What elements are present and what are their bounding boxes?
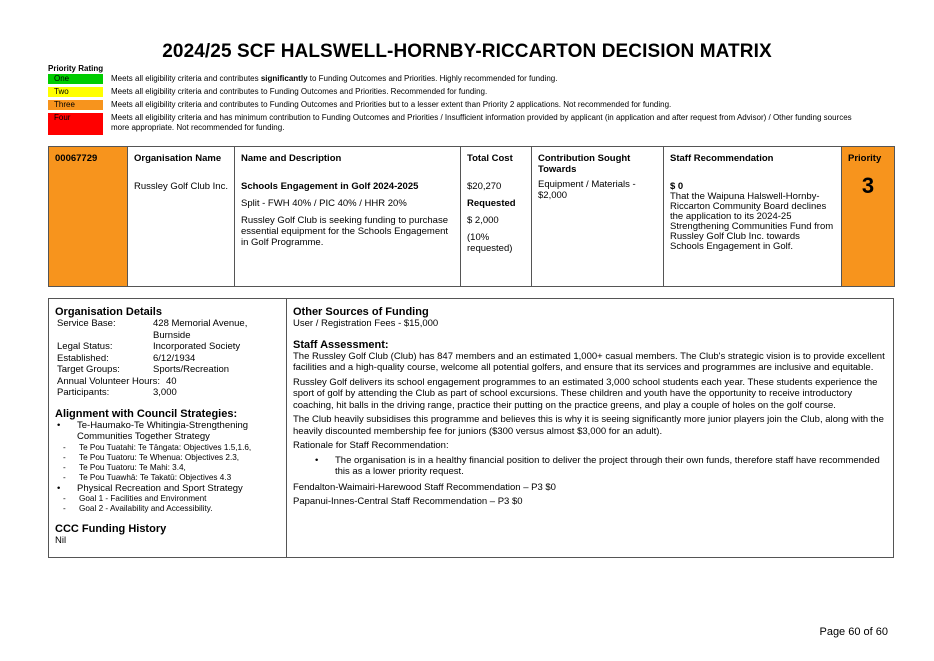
alignment-heading: Alignment with Council Strategies: <box>55 407 238 420</box>
priority-swatch-four: Four <box>48 113 103 135</box>
page-title: 2024/25 SCF HALSWELL-HORNBY-RICCARTON DECISION MATRIX <box>162 41 772 62</box>
alignment-sub-item: - Te Pou Tuatoru: Te Whenua: Objectives 2.3, <box>63 452 240 462</box>
other-sources-heading: Other Sources of Funding <box>293 306 429 318</box>
org-detail-established: Established: 6/12/1934 <box>57 352 196 364</box>
assessment-paragraph: The Russley Golf Club (Club) has 847 members and an estimated 1,000+ casual members. The Club's strategic vision is to provide excellent facilities and a high-quality course, welcome all potential golfers, and ensure that its services and programmes are inclusive and equitable. <box>293 350 885 373</box>
alignment-sub-item: - Te Pou Tuatahi: Te Tāngata: Objectives 1.5,1.6, <box>63 442 252 452</box>
funding-split: Split - FWH 40% / PIC 40% / HHR 20% <box>241 198 407 209</box>
alignment-sub-item: - Goal 2 - Availability and Accessibility. <box>63 504 213 513</box>
bullet-icon: • <box>315 454 319 466</box>
staff-recommendation-header: Staff Recommendation <box>670 153 774 164</box>
alignment-sub-item: - Te Pou Tuawhā: Te Takatū: Objectives 4.3 <box>63 472 232 482</box>
priority-rating-row-three <box>48 100 871 110</box>
contribution-value: Equipment / Materials - $2,000 <box>538 179 636 201</box>
assessment-paragraph: Russley Golf delivers its school engagement programmes to an estimated 3,000 school students each year. These students experience the sport of golf by attending the Club as part of school excursions. These children and youth have the opportunity to receive introductory coaching, hit balls in the driving range, practice their putting on the practice greens, and play a couple of holes on the golf course. <box>293 376 878 411</box>
contribution-header: Contribution Sought Towards <box>538 153 631 175</box>
alignment-item: • Te-Haumako-Te Whitingia-Strengthening Communities Together Strategy <box>57 419 249 442</box>
requested-amount: $ 2,000 <box>467 215 499 226</box>
priority-rating-row-two <box>48 87 871 97</box>
priority-text-four: Meets all eligibility criteria and has minimum contribution to Funding Outcomes and Priorities / Insufficient information provided by applicant (in application and after request from Advisor) / Other funding sources more appropriate. Not recommended for funding. <box>111 113 852 132</box>
other-sources-value: User / Registration Fees - $15,000 <box>293 318 439 329</box>
funding-history-heading: CCC Funding History <box>55 523 167 535</box>
priority-text-one: Meets all eligibility criteria and contributes significantly to Funding Outcomes and Priorities. Highly recommended for funding. <box>111 74 558 83</box>
organisation-column <box>49 299 287 557</box>
staff-recommendation-amount: $ 0 <box>670 181 684 192</box>
bullet-icon: • <box>57 419 61 431</box>
org-detail-target-groups: Target Groups: Sports/Recreation <box>57 364 230 375</box>
org-name: Russley Golf Club Inc. <box>134 181 228 192</box>
priority-swatch-three: Three <box>48 100 103 110</box>
page-number: Page 60 of 60 <box>819 626 888 638</box>
total-cost-header: Total Cost <box>467 153 513 164</box>
priority-text-two: Meets all eligibility criteria and contributes to Funding Outcomes and Priorities. Recommended for funding. <box>111 87 488 96</box>
project-name: Schools Engagement in Golf 2024-2025 <box>241 181 419 192</box>
funding-history-value: Nil <box>55 535 67 546</box>
org-details-heading: Organisation Details <box>55 306 162 318</box>
org-name-header: Organisation Name <box>134 153 222 164</box>
project-description: Russley Golf Club is seeking funding to purchase essential equipment for the Schools Engagement in Golf Programme. <box>241 215 449 248</box>
assessment-paragraph: The Club heavily subsidises this programme and believes this is why it is seeing significantly more junior players join the Club, along with the heavily discounted membership fee for juniors ($300 versus almost $3,000 for an adult). <box>293 414 884 437</box>
bullet-icon: • <box>57 482 61 494</box>
org-detail-volunteer-hours: Annual Volunteer Hours: 40 <box>57 375 177 387</box>
alignment-sub-item: - Goal 1 - Facilities and Environment <box>63 494 207 503</box>
priority-value: 3 <box>861 173 875 198</box>
ward-recommendation: Papanui-Innes-Central Staff Recommendation – P3 $0 <box>293 496 523 507</box>
org-detail-legal-status: Legal Status: Incorporated Society <box>57 341 241 352</box>
priority-swatch-two: Two <box>48 87 103 97</box>
priority-header: Priority <box>848 153 882 164</box>
ward-recommendation: Fendalton-Waimairi-Harewood Staff Recommendation – P3 $0 <box>293 481 556 493</box>
requested-percent: (10% requested) <box>467 232 513 254</box>
priority-text-three: Meets all eligibility criteria and contributes to Funding Outcomes and Priorities but to a lesser extent than Priority 2 applications. Not recommended for funding. <box>111 100 672 109</box>
total-cost-cell <box>461 147 532 287</box>
priority-rating-row-one <box>48 74 871 84</box>
org-detail-service-base: Service Base: 428 Memorial Avenue, Burnside <box>57 318 248 341</box>
org-detail-participants: Participants: 3,000 <box>57 387 177 398</box>
total-cost: $20,270 <box>467 181 502 192</box>
contribution-cell <box>532 147 664 287</box>
alignment-item: • Physical Recreation and Sport Strategy <box>57 482 243 494</box>
name-description-cell <box>235 147 461 287</box>
staff-assessment-heading: Staff Assessment: <box>293 338 389 351</box>
rationale-label: Rationale for Staff Recommendation: <box>293 440 449 451</box>
name-description-header: Name and Description <box>241 153 342 164</box>
assessment-column <box>287 299 893 557</box>
details-panel <box>48 298 894 558</box>
application-table <box>48 146 895 287</box>
application-id-cell <box>49 147 128 287</box>
alignment-sub-item: - Te Pou Tuatoru: Te Mahi: 3.4, <box>63 462 186 472</box>
staff-recommendation-text: That the Waipuna Halswell-Hornby-Riccarton Community Board declines the application to its 2024-25 Strengthening Communities Fund from Russley Golf Club Inc. towards Schools Engagement in Golf. <box>670 191 834 252</box>
priority-rating-heading: Priority Rating <box>48 64 104 73</box>
org-name-cell <box>128 147 235 287</box>
staff-recommendation-cell <box>664 147 842 287</box>
requested-label: Requested <box>467 198 516 209</box>
priority-rating-row-four <box>48 113 871 135</box>
priority-swatch-one: One <box>48 74 103 84</box>
application-id: 00067729 <box>55 153 98 164</box>
priority-cell <box>842 147 895 287</box>
rationale-bullet: • The organisation is in a healthy financial position to deliver the project through their own funds, therefore staff have recommended this as a lower priority request. <box>315 454 880 477</box>
